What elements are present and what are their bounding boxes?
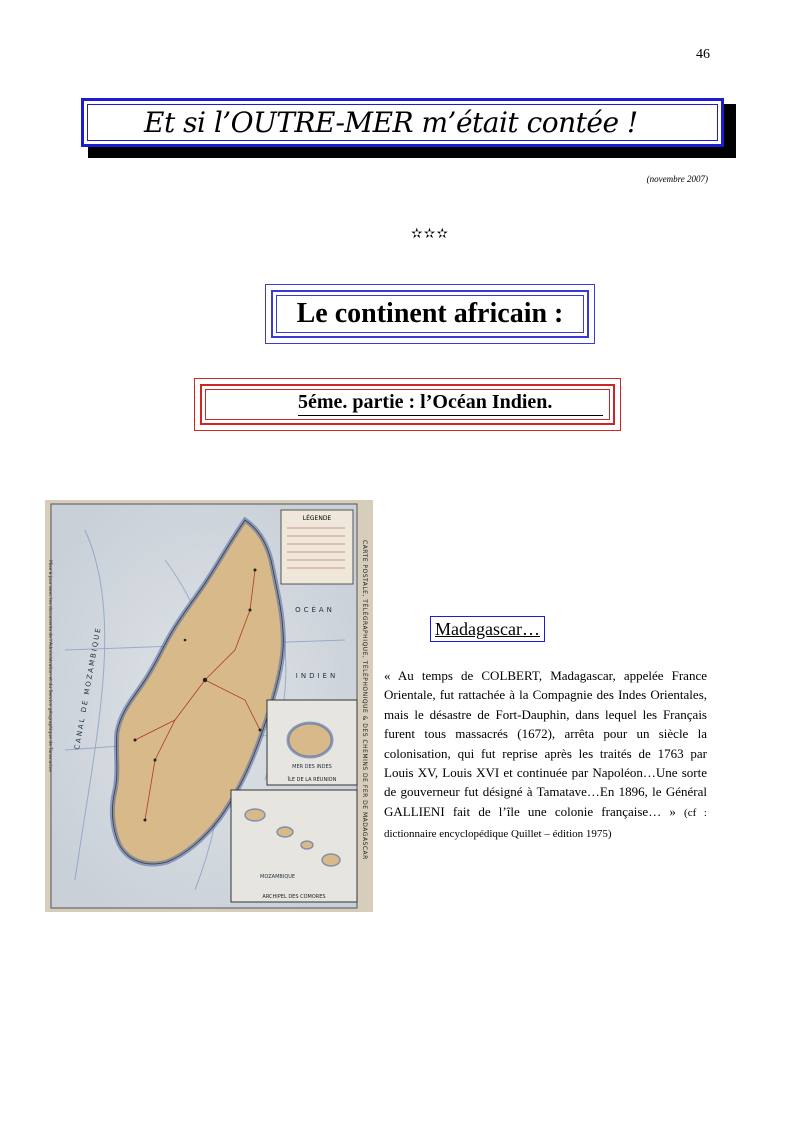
map-channel-label: CANAL DE MOZAMBIQUE	[73, 625, 103, 751]
section-title: Le continent africain :	[296, 298, 564, 329]
map-reunion-label: ÎLE DE LA RÉUNION	[287, 777, 337, 783]
map-reunion-sea: MER DES INDES	[292, 764, 332, 770]
map-title: CARTE POSTALE, TÉLÉGRAPHIQUE, TÉLÉPHONIQUE & DES CHEMINS DE FER DE MADAGASCAR	[361, 540, 368, 860]
title-banner	[81, 98, 724, 147]
map-mozambique-label: MOZAMBIQUE	[260, 874, 296, 880]
part-title-box	[194, 378, 621, 431]
page-number: 46	[696, 47, 710, 62]
star-separator: ✫✫✫	[410, 227, 450, 242]
section-title-frame	[271, 290, 589, 338]
body-paragraph	[384, 666, 707, 845]
map-side-note: Mise à jour avec les documents de l’Administration et du Service géographique de Tananarive	[47, 560, 52, 772]
madagascar-heading: Madagascar…	[430, 616, 545, 642]
map-legend-title: LÉGENDE	[302, 515, 332, 522]
body-text: « Au temps de COLBERT, Madagascar, appelée France Orientale, fut rattachée à la Compagnie des Indes Orientales, mais le désastre de Fort-Dauphin, dans lequel les Français furent tous massacrés (1672), arrêta pour un siècle la colonisation, qui fut reprise après les traités de 1763 par Louis XV, Louis XVI et continuée par Napoléon…Une sorte de gouverneur fut désigné à Tamatave…En 1896, le Général GALLIENI fait de l’île une colonie française… »	[384, 668, 707, 819]
map-comores-label: ARCHIPEL DES COMORES	[262, 894, 326, 900]
body-citation: (cf : dictionnaire encyclopédique Quillet – édition 1975)	[384, 806, 707, 841]
part-title-underline	[298, 415, 603, 416]
madagascar-map	[45, 500, 373, 912]
part-title-frame	[200, 384, 615, 425]
date-note: (novembre 2007)	[646, 174, 708, 184]
map-ocean-label-2: INDIEN	[295, 672, 339, 680]
part-title: 5éme. partie : l’Océan Indien.	[298, 391, 553, 413]
map-ocean-label: OCÉAN	[295, 606, 335, 614]
section-title-box	[265, 284, 595, 344]
banner-title: Et si l’OUTRE-MER m’était contée !	[144, 106, 638, 139]
